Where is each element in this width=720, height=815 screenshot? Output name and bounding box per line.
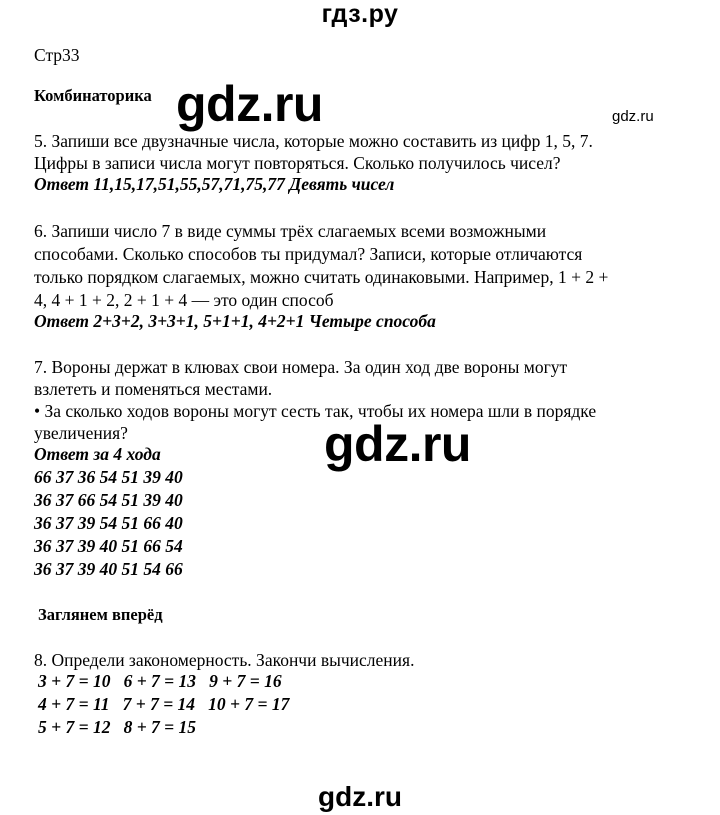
task8-row: 5 + 7 = 12 8 + 7 = 15	[38, 717, 197, 737]
watermark-small-right: gdz.ru	[612, 108, 654, 125]
task6-answer: Ответ 2+3+2, 3+3+1, 5+1+1, 4+2+1 Четыре способа	[34, 311, 436, 331]
task7-row: 66 37 36 54 51 39 40	[34, 467, 183, 487]
task5-answer: Ответ 11,15,17,51,55,57,71,75,77 Девять чисел	[34, 174, 395, 194]
task8-row: 4 + 7 = 11 7 + 7 = 14 10 + 7 = 17	[38, 694, 290, 714]
page-label: Стр33	[34, 45, 80, 65]
task5-line1: 5. Запиши все двузначные числа, которые можно составить из цифр 1, 5, 7.	[34, 131, 593, 151]
task6-line3: только порядком слагаемых, можно считать одинаковыми. Например, 1 + 2 +	[34, 267, 609, 287]
watermark-middle: gdz.ru	[324, 416, 471, 472]
task7-row: 36 37 66 54 51 39 40	[34, 490, 183, 510]
task8-line1: 8. Определи закономерность. Закончи вычисления.	[34, 650, 415, 670]
task7-line3: • За сколько ходов вороны могут сесть так, чтобы их номера шли в порядке	[34, 401, 597, 421]
task7-line1: 7. Вороны держат в клювах свои номера. За один ход две вороны могут	[34, 357, 568, 377]
task7-line4: увеличения?	[34, 423, 128, 443]
task7-line2: взлететь и поменяться местами.	[34, 379, 273, 399]
task8-row: 3 + 7 = 10 6 + 7 = 13 9 + 7 = 16	[38, 671, 282, 691]
task6-line4: 4, 4 + 1 + 2, 2 + 1 + 4 — это один способ	[34, 290, 334, 310]
section-heading-look-ahead: Заглянем вперёд	[38, 605, 163, 624]
top-watermark: гдз.ру	[321, 0, 399, 28]
task7-row: 36 37 39 40 51 66 54	[34, 536, 183, 556]
task5-line2: Цифры в записи числа могут повторяться. Сколько получилось чисел?	[34, 153, 561, 173]
task7-row: 36 37 39 54 51 66 40	[34, 513, 183, 533]
watermark-upper: gdz.ru	[176, 76, 323, 132]
task6-line2: способами. Сколько способов ты придумал? Записи, которые отличаются	[34, 244, 583, 264]
task7-row: 36 37 39 40 51 54 66	[34, 559, 183, 579]
task6-line1: 6. Запиши число 7 в виде суммы трёх слагаемых всеми возможными	[34, 221, 547, 241]
bottom-watermark: gdz.ru	[318, 781, 402, 812]
task7-answer: Ответ за 4 хода	[34, 444, 161, 464]
section-heading-combinatorics: Комбинаторика	[34, 86, 152, 105]
